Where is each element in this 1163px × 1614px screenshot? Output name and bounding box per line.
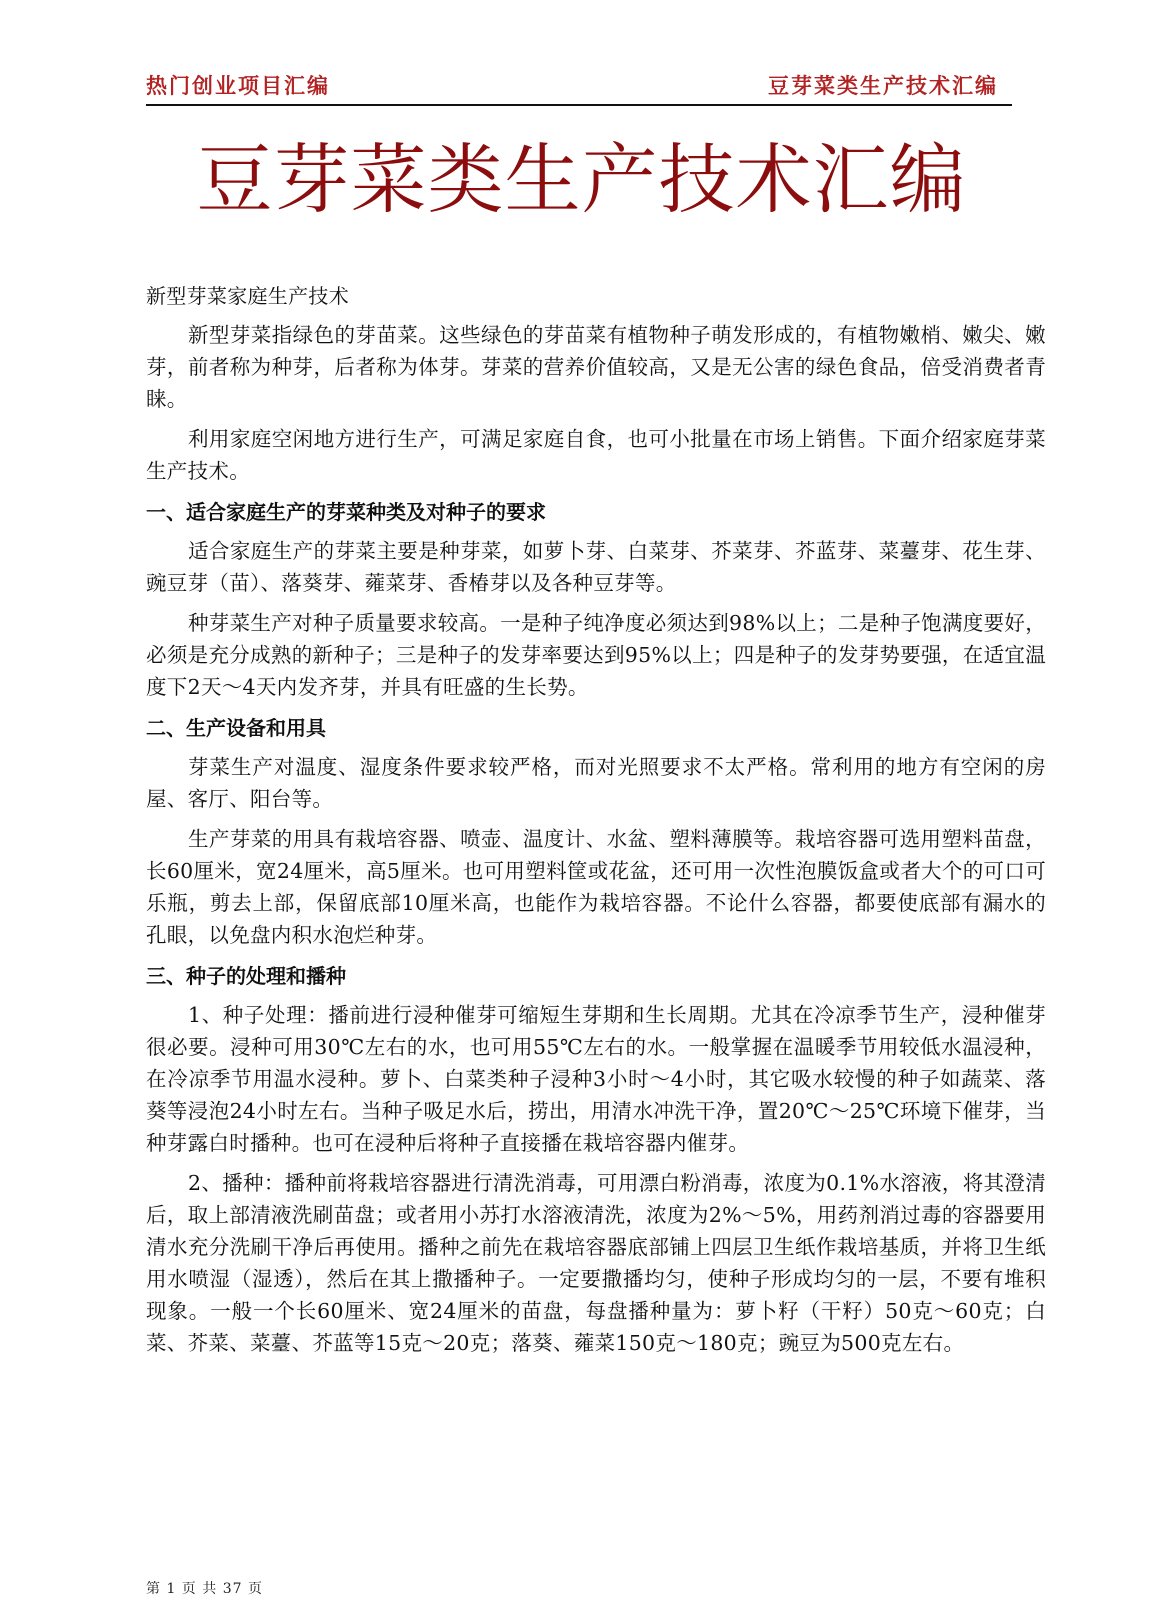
article-subtitle: 新型芽菜家庭生产技术 bbox=[146, 284, 349, 308]
intro-paragraph: 利用家庭空闲地方进行生产，可满足家庭自食，也可小批量在市场上销售。下面介绍家庭芽菜生产技术。 bbox=[146, 427, 1046, 483]
section-heading: 三、种子的处理和播种 bbox=[146, 964, 346, 988]
section-paragraph: 2、播种：播种前将栽培容器进行清洗消毒，可用漂白粉消毒，浓度为0.1%水溶液，将其澄清后，取上部清液洗刷苗盘；或者用小苏打水溶液清洗，浓度为2%～5%，用药剂消过毒的容器要用清水充分洗刷干净后再使用。播种之前先在栽培容器底部铺上四层卫生纸作栽培基质，并将卫生纸用水喷湿（湿透），然后在其上撒播种子。一定要撒播均匀，使种子形成均匀的一层，不要有堆积现象。一般一个长60厘米、宽24厘米的苗盘，每盘播种量为：萝卜籽（干籽）50克～60克；白菜、芥菜、菜薹、芥蓝等15克～20克；落葵、蕹菜150克～180克；豌豆为500克左右。 bbox=[146, 1171, 1046, 1355]
intro-paragraph: 新型芽菜指绿色的芽苗菜。这些绿色的芽苗菜有植物种子萌发形成的，有植物嫩梢、嫩尖、嫩芽，前者称为种芽，后者称为体芽。芽菜的营养价值较高，又是无公害的绿色食品，倍受消费者青睐。 bbox=[146, 323, 1046, 411]
section-paragraph: 芽菜生产对温度、湿度条件要求较严格，而对光照要求不太严格。常利用的地方有空闲的房屋、客厅、阳台等。 bbox=[146, 755, 1046, 811]
article-body bbox=[146, 280, 1046, 1367]
document-title: 豆芽菜类生产技术汇编 bbox=[196, 135, 967, 224]
section-heading: 二、生产设备和用具 bbox=[146, 716, 326, 740]
section-paragraph: 适合家庭生产的芽菜主要是种芽菜，如萝卜芽、白菜芽、芥菜芽、芥蓝芽、菜薹芽、花生芽、豌豆芽（苗）、落葵芽、蕹菜芽、香椿芽以及各种豆芽等。 bbox=[146, 539, 1046, 595]
section-paragraph: 种芽菜生产对种子质量要求较高。一是种子纯净度必须达到98%以上；二是种子饱满度要好，必须是充分成熟的新种子；三是种子的发芽率要达到95%以上；四是种子的发芽势要强，在适宜温度下2天～4天内发齐芽，并具有旺盛的生长势。 bbox=[146, 611, 1046, 699]
header-right-text: 豆芽菜类生产技术汇编 bbox=[768, 74, 998, 98]
header-left-text: 热门创业项目汇编 bbox=[146, 74, 330, 98]
running-header bbox=[146, 70, 1012, 106]
section-paragraph: 生产芽菜的用具有栽培容器、喷壶、温度计、水盆、塑料薄膜等。栽培容器可选用塑料苗盘，长60厘米，宽24厘米，高5厘米。也可用塑料筐或花盆，还可用一次性泡膜饭盒或者大个的可口可乐瓶，剪去上部，保留底部10厘米高，也能作为栽培容器。不论什么容器，都要使底部有漏水的孔眼，以免盘内积水泡烂种芽。 bbox=[146, 827, 1046, 947]
page-footer: 第 1 页 共 37 页 bbox=[146, 1581, 263, 1597]
section-heading: 一、适合家庭生产的芽菜种类及对种子的要求 bbox=[146, 500, 546, 524]
section-paragraph: 1、种子处理：播前进行浸种催芽可缩短生芽期和生长周期。尤其在冷凉季节生产，浸种催芽很必要。浸种可用30℃左右的水，也可用55℃左右的水。一般掌握在温暖季节用较低水温浸种，在冷凉季节用温水浸种。萝卜、白菜类种子浸种3小时～4小时，其它吸水较慢的种子如蔬菜、落葵等浸泡24小时左右。当种子吸足水后，捞出，用清水冲洗干净，置20℃～25℃环境下催芽，当种芽露白时播种。也可在浸种后将种子直接播在栽培容器内催芽。 bbox=[146, 1003, 1046, 1155]
